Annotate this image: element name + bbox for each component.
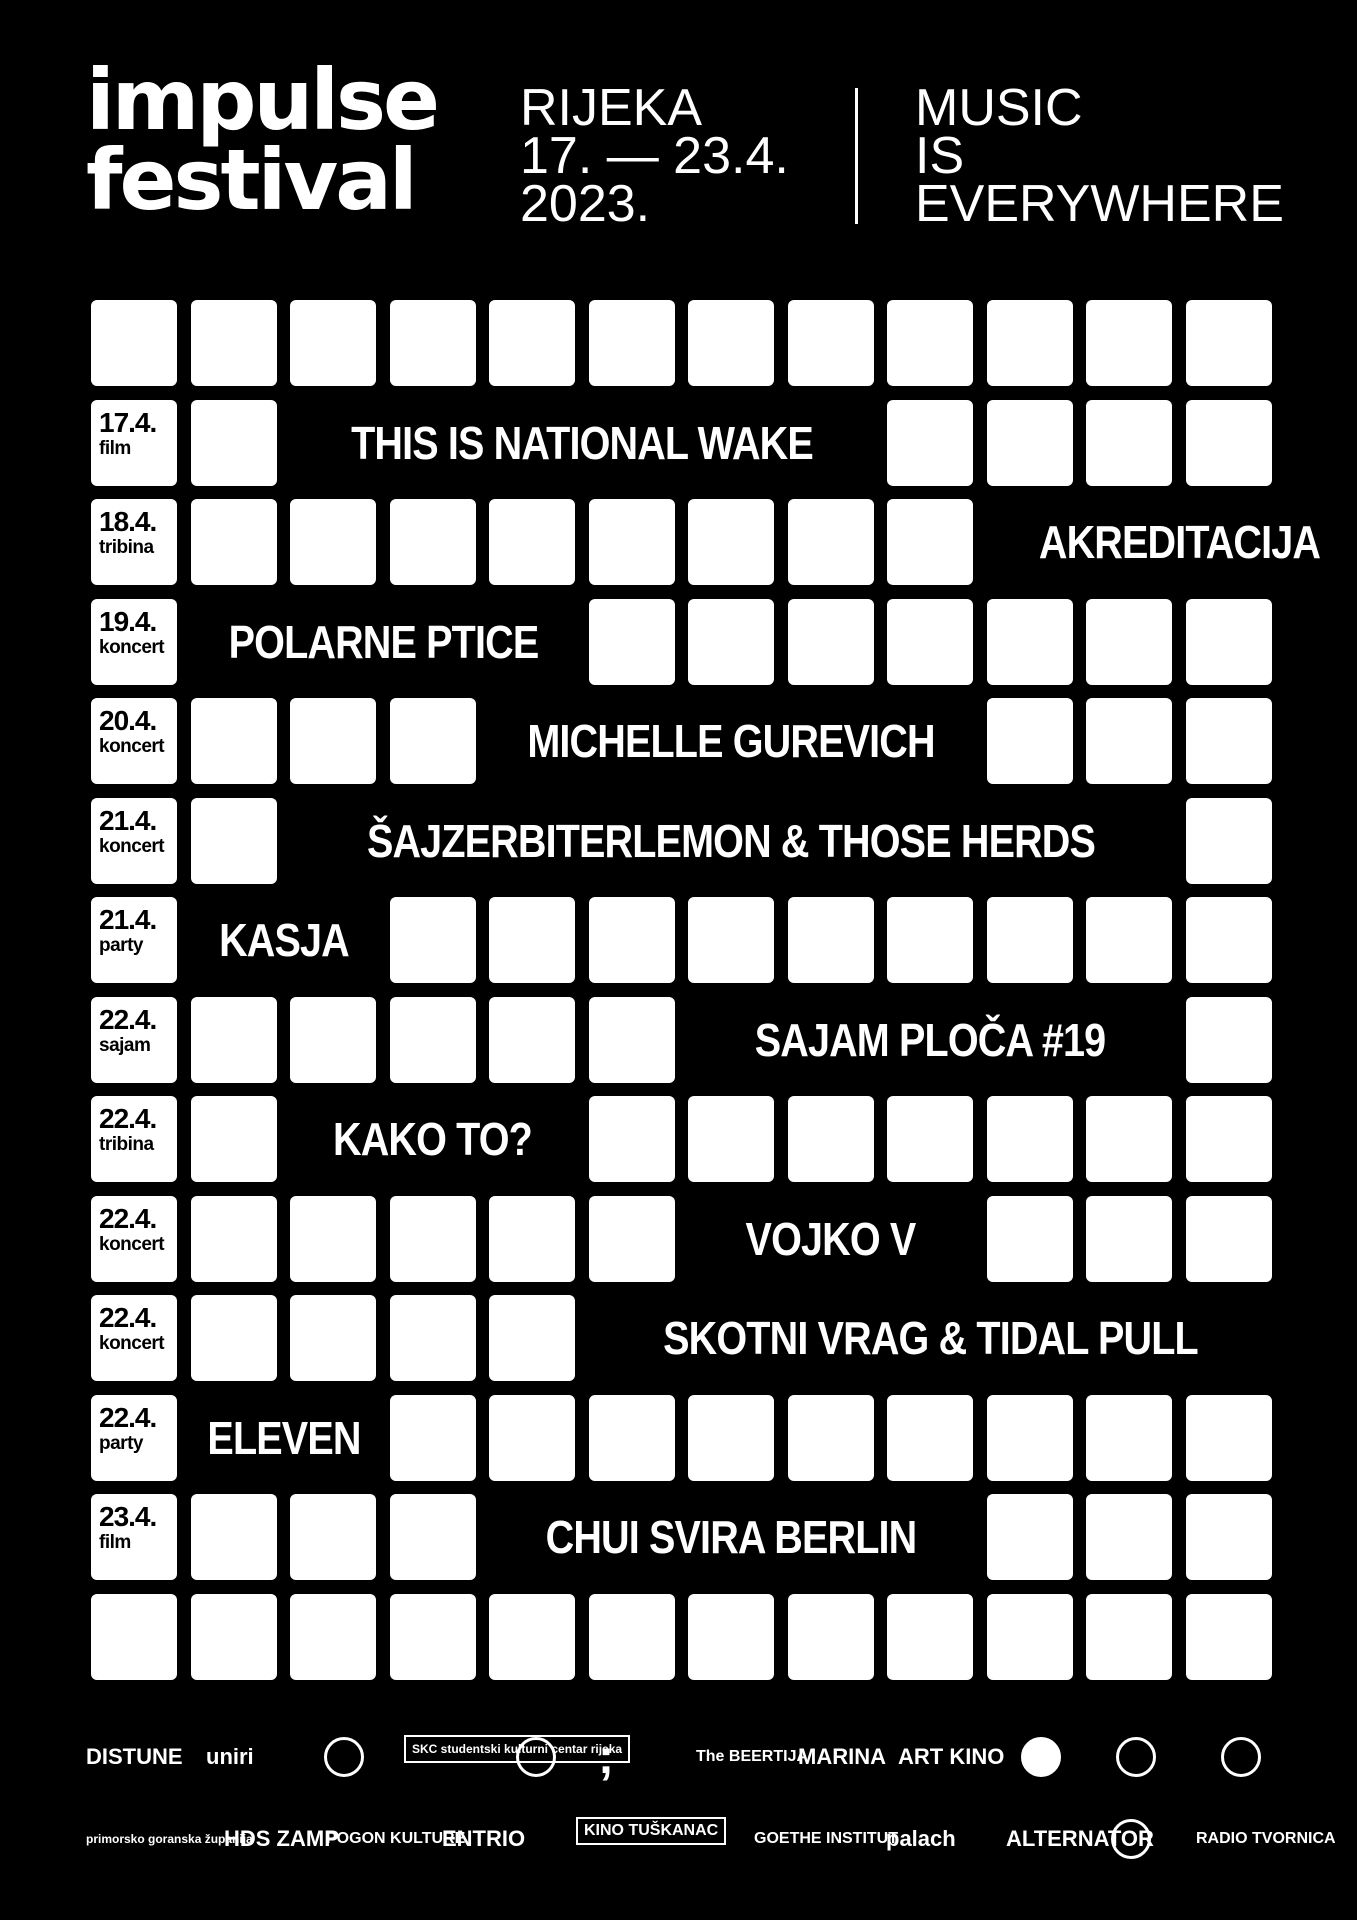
- grid-cell: [788, 1096, 874, 1182]
- grid-cell: [1186, 698, 1272, 784]
- grid-cell: [987, 599, 1073, 685]
- schedule-grid: [91, 300, 1321, 1570]
- grid-cell: [589, 499, 675, 585]
- grid-cell: [1186, 798, 1272, 884]
- sponsor-row1-11-logo: [1221, 1735, 1261, 1779]
- grid-cell: [589, 897, 675, 983]
- grid-cell: [390, 1594, 476, 1680]
- grid-cell: [390, 300, 476, 386]
- grid-cell: [987, 897, 1073, 983]
- event-date-badge: [91, 698, 177, 784]
- grid-cell: [1086, 599, 1172, 685]
- grid-cell: [589, 997, 675, 1083]
- grid-cell: [589, 599, 675, 685]
- event-type: film: [99, 438, 131, 459]
- event-date-badge: [91, 599, 177, 685]
- grid-cell: [290, 1494, 376, 1580]
- grid-cell: [1186, 1096, 1272, 1182]
- grid-cell: [1086, 1096, 1172, 1182]
- year: 2023.: [520, 175, 651, 233]
- event-title: AKREDITACIJA: [1038, 516, 1321, 568]
- grid-cell: [1186, 599, 1272, 685]
- grid-cell: [1186, 1395, 1272, 1481]
- event-title: POLARNE PTICE: [228, 616, 539, 668]
- grid-cell: [788, 599, 874, 685]
- event-title: VOJKO V: [745, 1213, 916, 1265]
- grid-cell: [191, 499, 277, 585]
- sponsor-row2-0: primorsko goranska županija: [86, 1832, 253, 1846]
- event-title: KAKO TO?: [333, 1113, 532, 1165]
- grid-cell: [987, 300, 1073, 386]
- motto-line-3: EVERYWHERE: [915, 175, 1284, 233]
- event-title: SAJAM PLOČA #19: [754, 1014, 1106, 1066]
- grid-cell: [191, 400, 277, 486]
- grid-cell: [290, 1295, 376, 1381]
- grid-cell: [788, 1594, 874, 1680]
- logo-icon: [324, 1737, 364, 1777]
- event-date-badge: [91, 997, 177, 1083]
- grid-cell: [1086, 1494, 1172, 1580]
- event-type: koncert: [99, 736, 165, 757]
- grid-cell: [91, 1594, 177, 1680]
- date-range: 17. — 23.4.: [520, 127, 789, 185]
- grid-cell: [688, 300, 774, 386]
- grid-cell: [290, 698, 376, 784]
- event-date-badge: [91, 1096, 177, 1182]
- grid-cell: [489, 300, 575, 386]
- sponsor-row2-2: POGON KULTURE: [326, 1830, 466, 1847]
- grid-cell: [290, 499, 376, 585]
- event-date: 21.4.: [99, 904, 157, 935]
- event-date-badge: [91, 897, 177, 983]
- grid-cell: [489, 1594, 575, 1680]
- sponsors-strip: [86, 1730, 1336, 1885]
- grid-cell: [191, 698, 277, 784]
- event-type: party: [99, 935, 143, 956]
- grid-cell: [688, 1395, 774, 1481]
- grid-cell: [1086, 897, 1172, 983]
- grid-cell: [688, 1594, 774, 1680]
- logo-icon: [1021, 1737, 1061, 1777]
- grid-cell: [788, 499, 874, 585]
- festival-logo: [86, 51, 438, 229]
- grid-cell: [1186, 1196, 1272, 1282]
- event-title: SKOTNI VRAG & TIDAL PULL: [663, 1312, 1198, 1364]
- grid-cell: [91, 300, 177, 386]
- grid-cell: [390, 1295, 476, 1381]
- grid-cell: [191, 1594, 277, 1680]
- grid-cell: [1186, 400, 1272, 486]
- motto-line-1: MUSIC: [915, 79, 1083, 137]
- sponsor-row1-7: MARINA: [798, 1744, 886, 1769]
- grid-cell: [987, 1594, 1073, 1680]
- event-title: MICHELLE GUREVICH: [527, 715, 935, 767]
- grid-cell: [489, 997, 575, 1083]
- sponsor-row2-7: ALTERNATOR: [1006, 1826, 1154, 1851]
- event-type: koncert: [99, 836, 165, 857]
- grid-cell: [987, 698, 1073, 784]
- grid-cell: [290, 1196, 376, 1282]
- grid-cell: [887, 400, 973, 486]
- event-title: KASJA: [219, 914, 349, 966]
- sponsor-row1-0: DISTUNE: [86, 1744, 183, 1769]
- event-type: tribina: [99, 1134, 154, 1155]
- grid-cell: [1186, 997, 1272, 1083]
- grid-cell: [1186, 1494, 1272, 1580]
- grid-cell: [390, 997, 476, 1083]
- logo-icon: [516, 1737, 556, 1777]
- grid-cell: [390, 1494, 476, 1580]
- grid-cell: [290, 997, 376, 1083]
- event-type: tribina: [99, 537, 154, 558]
- event-date-badge: [91, 1295, 177, 1381]
- event-title: ŠAJZERBITERLEMON & THOSE HERDS: [366, 815, 1096, 867]
- motto-line-2: IS: [915, 127, 965, 185]
- grid-cell: [1186, 1594, 1272, 1680]
- grid-cell: [489, 897, 575, 983]
- grid-cell: [987, 400, 1073, 486]
- event-date: 22.4.: [99, 1302, 157, 1333]
- sponsor-row1-3: SKC studentski kulturni centar rijeka: [404, 1735, 630, 1763]
- grid-cell: [1086, 698, 1172, 784]
- event-date: 23.4.: [99, 1501, 157, 1532]
- sponsor-row1-4-logo: [516, 1735, 556, 1779]
- event-date: 22.4.: [99, 1004, 157, 1035]
- event-type: film: [99, 1532, 131, 1553]
- grid-cell: [788, 1395, 874, 1481]
- event-date: 22.4.: [99, 1203, 157, 1234]
- sponsor-row2-8-logo: [1111, 1817, 1151, 1861]
- grid-cell: [489, 499, 575, 585]
- sponsor-row1-5-logo: ;: [598, 1730, 614, 1784]
- sponsor-row2-3: ENTRIO: [442, 1826, 526, 1851]
- grid-cell: [887, 499, 973, 585]
- sponsor-row1-6: The BEERTIJA: [696, 1748, 809, 1765]
- grid-cell: [987, 1196, 1073, 1282]
- city: RIJEKA: [520, 79, 703, 137]
- sponsor-row1-1: uniri: [206, 1744, 254, 1769]
- grid-cell: [887, 1096, 973, 1182]
- sponsor-row1-10-logo: [1116, 1735, 1156, 1779]
- grid-cell: [191, 798, 277, 884]
- grid-cell: [390, 1395, 476, 1481]
- sponsor-row1-9-logo: [1021, 1735, 1061, 1779]
- grid-cell: [1086, 300, 1172, 386]
- grid-cell: [987, 1494, 1073, 1580]
- grid-cell: [1086, 1594, 1172, 1680]
- event-type: koncert: [99, 1333, 165, 1354]
- event-date-badge: [91, 1494, 177, 1580]
- grid-cell: [191, 1196, 277, 1282]
- grid-cell: [191, 1295, 277, 1381]
- grid-cell: [688, 499, 774, 585]
- grid-cell: [1186, 897, 1272, 983]
- event-type: koncert: [99, 1234, 165, 1255]
- event-date-badge: [91, 499, 177, 585]
- event-date-badge: [91, 1395, 177, 1481]
- event-type: sajam: [99, 1035, 151, 1056]
- event-date-badge: [91, 400, 177, 486]
- grid-cell: [589, 300, 675, 386]
- event-date: 19.4.: [99, 606, 157, 637]
- event-title: ELEVEN: [207, 1412, 361, 1464]
- grid-cell: [1086, 1395, 1172, 1481]
- event-date: 21.4.: [99, 805, 157, 836]
- sponsor-row1-2-logo: [324, 1735, 364, 1779]
- event-date: 20.4.: [99, 705, 157, 736]
- logo-line-1: impulse: [86, 51, 438, 149]
- event-date-badge: [91, 1196, 177, 1282]
- logo-icon: [1116, 1737, 1156, 1777]
- grid-cell: [390, 698, 476, 784]
- grid-cell: [191, 997, 277, 1083]
- event-title: THIS IS NATIONAL WAKE: [351, 417, 813, 469]
- grid-cell: [290, 1594, 376, 1680]
- sponsor-row2-6: palach: [886, 1826, 956, 1851]
- grid-cell: [390, 499, 476, 585]
- event-type: party: [99, 1433, 143, 1454]
- grid-cell: [887, 599, 973, 685]
- festival-motto: [915, 79, 1284, 233]
- grid-cell: [887, 1395, 973, 1481]
- event-date-badge: [91, 798, 177, 884]
- grid-cell: [688, 599, 774, 685]
- grid-cell: [887, 897, 973, 983]
- grid-cell: [191, 300, 277, 386]
- grid-cell: [1086, 1196, 1172, 1282]
- event-date: 22.4.: [99, 1402, 157, 1433]
- grid-cell: [1186, 300, 1272, 386]
- festival-location-dates: [520, 79, 789, 233]
- event-date: 22.4.: [99, 1103, 157, 1134]
- grid-cell: [688, 1096, 774, 1182]
- grid-cell: [987, 1096, 1073, 1182]
- grid-cell: [390, 1196, 476, 1282]
- sponsor-row2-9: RADIO TVORNICA: [1196, 1830, 1336, 1847]
- grid-cell: [191, 1096, 277, 1182]
- grid-cell: [688, 897, 774, 983]
- logo-icon: [1111, 1819, 1151, 1859]
- sponsor-row2-4: KINO TUŠKANAC: [576, 1817, 726, 1845]
- header-divider: [855, 88, 858, 224]
- grid-cell: [589, 1594, 675, 1680]
- grid-cell: [589, 1096, 675, 1182]
- grid-cell: [489, 1196, 575, 1282]
- grid-cell: [390, 897, 476, 983]
- grid-cell: [987, 1395, 1073, 1481]
- grid-cell: [489, 1295, 575, 1381]
- grid-cell: [589, 1395, 675, 1481]
- sponsor-row2-5: GOETHE INSTITUT: [754, 1830, 898, 1847]
- grid-cell: [191, 1494, 277, 1580]
- sponsor-row2-1: HDS ZAMP: [224, 1826, 339, 1851]
- grid-cell: [589, 1196, 675, 1282]
- event-date: 17.4.: [99, 407, 157, 438]
- grid-cell: [489, 1395, 575, 1481]
- logo-icon: [1221, 1737, 1261, 1777]
- event-type: koncert: [99, 637, 165, 658]
- grid-cell: [788, 897, 874, 983]
- sponsor-row1-8: ART KINO: [898, 1744, 1005, 1769]
- event-title: CHUI SVIRA BERLIN: [545, 1511, 917, 1563]
- grid-cell: [1086, 400, 1172, 486]
- logo-line-2: festival: [86, 131, 415, 229]
- event-date: 18.4.: [99, 506, 157, 537]
- grid-cell: [887, 1594, 973, 1680]
- grid-cell: [887, 300, 973, 386]
- grid-cell: [290, 300, 376, 386]
- grid-cell: [788, 300, 874, 386]
